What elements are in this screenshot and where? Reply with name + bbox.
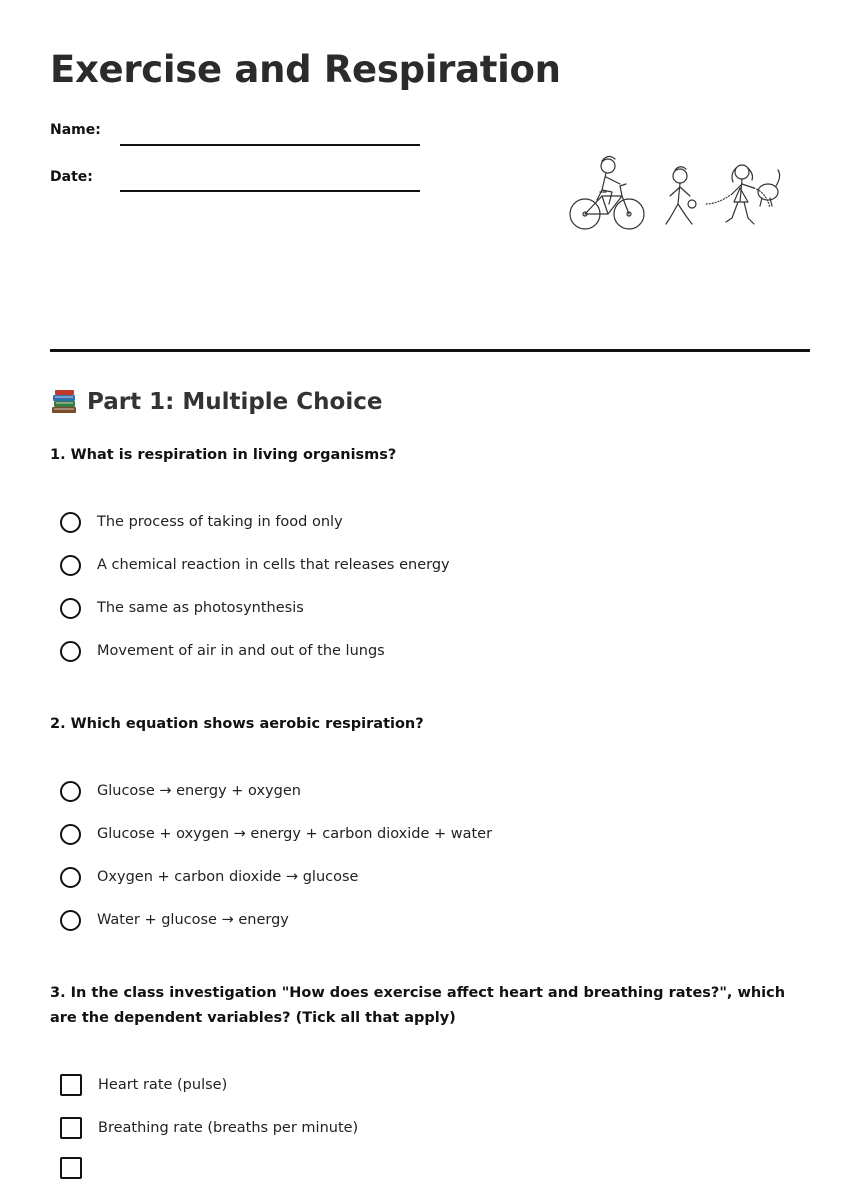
radio-button[interactable]	[60, 641, 81, 662]
q3-option-2[interactable]	[60, 1115, 358, 1141]
option-label: A chemical reaction in cells that releases energy	[97, 557, 450, 573]
name-field-row	[50, 122, 430, 152]
worksheet-title: Exercise and Respiration	[50, 48, 561, 91]
date-input[interactable]	[120, 167, 420, 189]
option-label: Breathing rate (breaths per minute)	[98, 1120, 359, 1136]
option-label: Oxygen + carbon dioxide → glucose	[97, 869, 359, 885]
option-label: Movement of air in and out of the lungs	[97, 643, 385, 659]
radio-button[interactable]	[60, 781, 81, 802]
radio-button[interactable]	[60, 867, 81, 888]
option-label: Water + glucose → energy	[97, 912, 289, 928]
q2-option-1[interactable]	[60, 778, 301, 804]
child-riding-bicycle	[570, 156, 644, 229]
q1-option-3[interactable]	[60, 595, 304, 621]
q2-option-3[interactable]	[60, 864, 358, 890]
q2-option-4[interactable]	[60, 907, 289, 933]
checkbox[interactable]	[60, 1117, 82, 1139]
radio-button[interactable]	[60, 598, 81, 619]
option-label: Glucose + oxygen → energy + carbon dioxide + water	[97, 826, 493, 842]
kids-exercising-illustration	[562, 152, 784, 234]
radio-button[interactable]	[60, 824, 81, 845]
option-label: The process of taking in food only	[97, 514, 343, 530]
section-divider	[50, 349, 810, 352]
q3-option-3[interactable]	[60, 1155, 82, 1181]
q1-option-4[interactable]	[60, 638, 385, 664]
q1-option-2[interactable]	[60, 552, 450, 578]
girl-running-with-dog	[706, 165, 780, 224]
q2-option-2[interactable]	[60, 821, 492, 847]
date-field-row	[50, 169, 430, 199]
name-underline	[120, 144, 420, 146]
date-underline	[120, 190, 420, 192]
question-1: 1. What is respiration in living organisms?	[50, 447, 397, 463]
part1-heading	[50, 388, 382, 416]
option-label: Heart rate (pulse)	[98, 1077, 228, 1093]
date-label: Date:	[50, 169, 93, 185]
option-label: The same as photosynthesis	[97, 600, 304, 616]
option-label: Glucose → energy + oxygen	[97, 783, 301, 799]
name-input[interactable]	[120, 120, 420, 142]
radio-button[interactable]	[60, 555, 81, 576]
question-3: 3. In the class investigation "How does exercise affect heart and breathing rates?", which are the dependent variables? (Tick all that apply)	[50, 985, 786, 1026]
part1-title: Part 1: Multiple Choice	[87, 389, 383, 415]
books-icon	[50, 388, 78, 416]
checkbox[interactable]	[60, 1074, 82, 1096]
radio-button[interactable]	[60, 910, 81, 931]
name-label: Name:	[50, 122, 101, 138]
radio-button[interactable]	[60, 512, 81, 533]
q3-option-1[interactable]	[60, 1072, 227, 1098]
checkbox[interactable]	[60, 1157, 82, 1179]
boy-running	[666, 167, 696, 224]
q1-option-1[interactable]	[60, 509, 343, 535]
question-2: 2. Which equation shows aerobic respiration?	[50, 716, 424, 732]
